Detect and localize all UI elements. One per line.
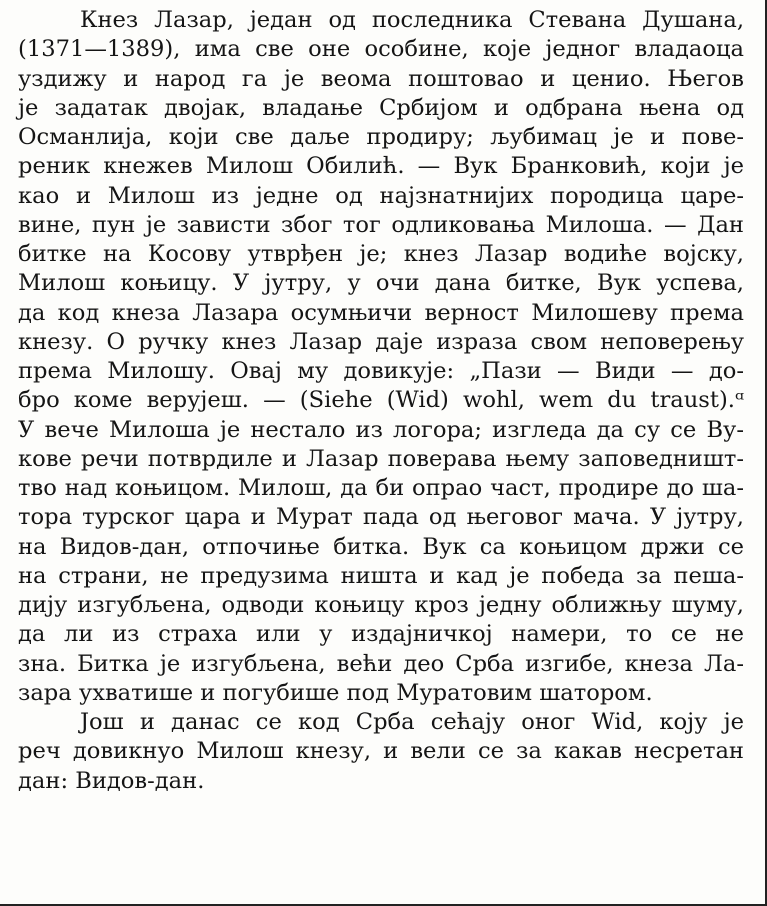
- text-line: кнезу. О ручку кнез Лазар даје израза свом неповерењу: [18, 328, 744, 355]
- body-text: [18, 6, 744, 796]
- paragraph-1: [18, 6, 744, 708]
- text-line: тора турског цара и Мурат пада од његовог мача. У јутру,: [18, 504, 744, 531]
- text-line: на Видов-дан, отпочиње битка. Вук са коњицом држи се: [18, 533, 744, 560]
- text-line: дију изгубљена, одводи коњицу кроз једну оближњу шуму,: [18, 592, 744, 618]
- text-line: вине, пун је зависти због тог одликовања Милоша. — Дан: [18, 211, 744, 238]
- text-line: (1371—1389), има све оне особине, које једног владаоца: [18, 36, 744, 63]
- text-line: бро коме верујеш. — (Siehe (Wid) wohl, wem du traust).ᵅ: [18, 387, 744, 414]
- text-line: Још и данас се код Срба сећају оног Wid, коју је: [80, 709, 744, 735]
- text-line: Кнез Лазар, један од последника Стевана Душана,: [80, 7, 744, 33]
- text-line: да код кнеза Лазара осумњичи верност Милошеву према: [18, 299, 744, 326]
- text-line: У вече Милоша је нестало из логора; изгледа да су се Ву-: [18, 416, 744, 443]
- text-line: на страни, не предузима ништа и кад је победа за пеша-: [18, 562, 744, 589]
- text-line: Османлија, који све даље продиру; љубимац је и пове-: [18, 124, 744, 150]
- text-line: уздижу и народ га је веома поштовао и ценио. Његов: [18, 65, 744, 92]
- text-line: реник кнежев Милош Обилић. — Вук Бранковић, који је: [18, 153, 744, 180]
- text-line: битке на Косову утврђен је; кнез Лазар водиће војску,: [18, 241, 744, 267]
- text-line: Милош коњицу. У јутру, у очи дана битке, Вук успева,: [18, 270, 744, 297]
- text-line: зара ухватише и погубише под Муратовим шатором.: [18, 679, 653, 706]
- text-line: кове речи потврдиле и Лазар поверава њему заповедништ-: [18, 445, 744, 472]
- paragraph-2: [18, 708, 744, 796]
- text-line: тво над коњицом. Милош, да би опрао част, продире до ша-: [18, 475, 744, 501]
- text-line: је задатак двојак, владање Србијом и одбрана њена од: [18, 94, 744, 121]
- text-line: дан: Видов-дан.: [18, 767, 205, 794]
- text-line: да ли из страха или у издајничкој намери, то се не: [18, 621, 744, 648]
- text-line: као и Милош из једне од најзнатнијих породица царе-: [18, 182, 744, 209]
- text-line: према Милошу. Овај му довикује: „Пази — Види — до-: [18, 358, 744, 384]
- text-line: реч довикнуо Милош кнезу, и вели се за какав несретан: [18, 738, 744, 765]
- text-line: зна. Битка је изгубљена, већи део Срба изгибе, кнеза Ла-: [18, 650, 744, 677]
